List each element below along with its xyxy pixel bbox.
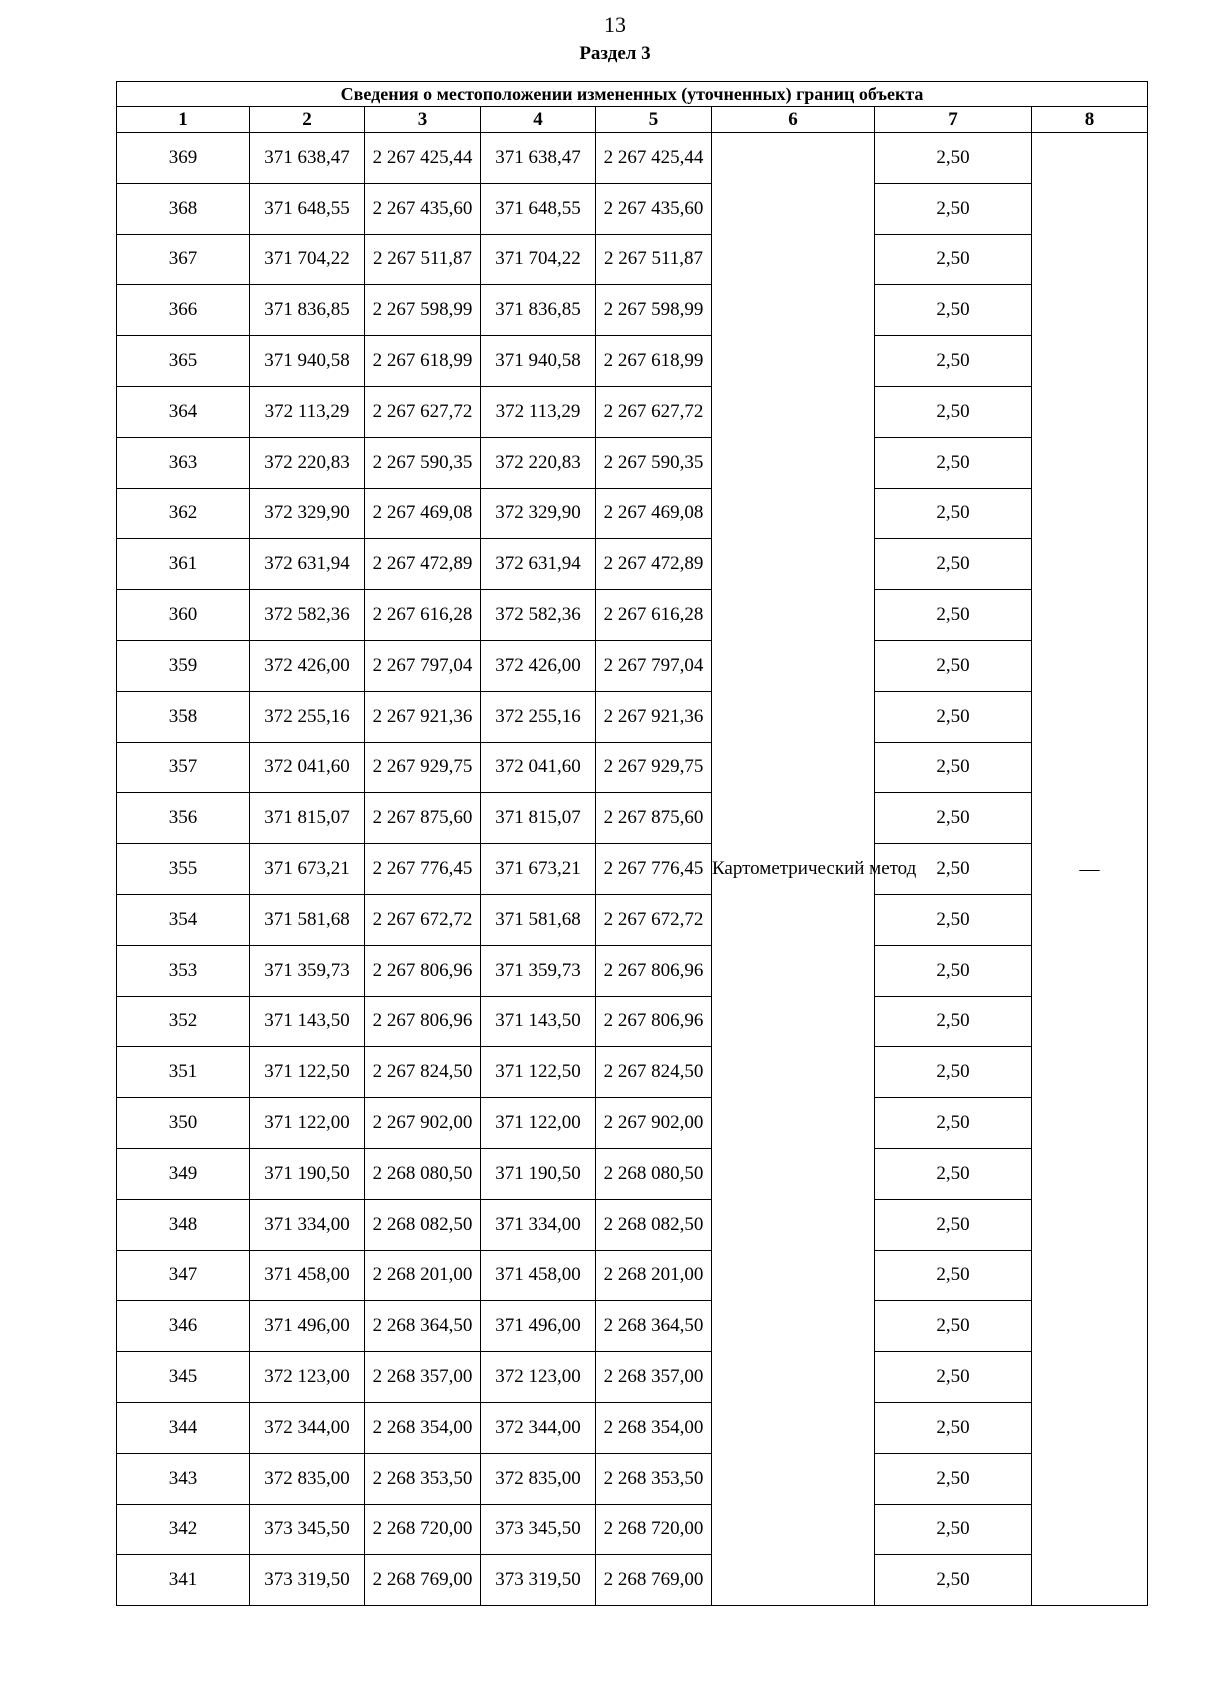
table-row xyxy=(117,336,1148,387)
accuracy-cell: 2,50 xyxy=(875,1047,1032,1098)
refined-x-cell: 371 581,68 xyxy=(481,894,596,945)
existing-y-cell: 2 268 364,50 xyxy=(365,1301,481,1352)
table-row xyxy=(117,1301,1148,1352)
table-row xyxy=(117,183,1148,234)
accuracy-cell: 2,50 xyxy=(875,996,1032,1047)
accuracy-cell: 2,50 xyxy=(875,234,1032,285)
existing-y-cell: 2 267 672,72 xyxy=(365,894,481,945)
refined-y-cell: 2 267 472,89 xyxy=(596,539,712,590)
accuracy-cell: 2,50 xyxy=(875,691,1032,742)
refined-y-cell: 2 268 082,50 xyxy=(596,1199,712,1250)
existing-y-cell: 2 267 875,60 xyxy=(365,793,481,844)
column-number-8: 8 xyxy=(1032,107,1148,133)
refined-y-cell: 2 267 618,99 xyxy=(596,336,712,387)
existing-y-cell: 2 268 357,00 xyxy=(365,1352,481,1403)
existing-x-cell: 371 836,85 xyxy=(250,285,365,336)
table-row xyxy=(117,1504,1148,1555)
refined-x-cell: 371 940,58 xyxy=(481,336,596,387)
existing-y-cell: 2 267 797,04 xyxy=(365,640,481,691)
refined-x-cell: 371 638,47 xyxy=(481,133,596,184)
refined-x-cell: 372 255,16 xyxy=(481,691,596,742)
point-number-cell: 360 xyxy=(117,590,250,641)
accuracy-cell: 2,50 xyxy=(875,1504,1032,1555)
section-title: Раздел 3 xyxy=(579,43,651,64)
refined-y-cell: 2 267 511,87 xyxy=(596,234,712,285)
accuracy-cell: 2,50 xyxy=(875,1301,1032,1352)
point-number-cell: 341 xyxy=(117,1555,250,1606)
existing-x-cell: 372 835,00 xyxy=(250,1453,365,1504)
table-row xyxy=(117,488,1148,539)
refined-x-cell: 372 631,94 xyxy=(481,539,596,590)
refined-x-cell: 371 496,00 xyxy=(481,1301,596,1352)
existing-x-cell: 372 123,00 xyxy=(250,1352,365,1403)
table-row xyxy=(117,1402,1148,1453)
point-number-cell: 364 xyxy=(117,386,250,437)
refined-x-cell: 372 344,00 xyxy=(481,1402,596,1453)
point-number-cell: 350 xyxy=(117,1098,250,1149)
existing-y-cell: 2 268 353,50 xyxy=(365,1453,481,1504)
accuracy-cell: 2,50 xyxy=(875,1098,1032,1149)
method-cell: Картометрический метод xyxy=(712,133,875,1606)
refined-x-cell: 372 835,00 xyxy=(481,1453,596,1504)
refined-x-cell: 373 319,50 xyxy=(481,1555,596,1606)
refined-y-cell: 2 268 357,00 xyxy=(596,1352,712,1403)
refined-y-cell: 2 267 806,96 xyxy=(596,996,712,1047)
accuracy-cell: 2,50 xyxy=(875,1250,1032,1301)
refined-y-cell: 2 268 080,50 xyxy=(596,1148,712,1199)
existing-y-cell: 2 267 618,99 xyxy=(365,336,481,387)
table-row xyxy=(117,894,1148,945)
existing-x-cell: 372 255,16 xyxy=(250,691,365,742)
existing-y-cell: 2 267 590,35 xyxy=(365,437,481,488)
point-number-cell: 343 xyxy=(117,1453,250,1504)
refined-x-cell: 372 220,83 xyxy=(481,437,596,488)
table-row xyxy=(117,1352,1148,1403)
refined-x-cell: 372 329,90 xyxy=(481,488,596,539)
point-number-cell: 366 xyxy=(117,285,250,336)
point-number-cell: 344 xyxy=(117,1402,250,1453)
existing-y-cell: 2 267 921,36 xyxy=(365,691,481,742)
accuracy-cell: 2,50 xyxy=(875,133,1032,184)
existing-x-cell: 371 815,07 xyxy=(250,793,365,844)
existing-x-cell: 371 648,55 xyxy=(250,183,365,234)
existing-x-cell: 372 220,83 xyxy=(250,437,365,488)
existing-x-cell: 371 458,00 xyxy=(250,1250,365,1301)
refined-y-cell: 2 267 806,96 xyxy=(596,945,712,996)
refined-x-cell: 371 122,50 xyxy=(481,1047,596,1098)
existing-y-cell: 2 267 469,08 xyxy=(365,488,481,539)
existing-y-cell: 2 267 435,60 xyxy=(365,183,481,234)
existing-x-cell: 372 344,00 xyxy=(250,1402,365,1453)
refined-y-cell: 2 268 364,50 xyxy=(596,1301,712,1352)
accuracy-cell: 2,50 xyxy=(875,1402,1032,1453)
existing-x-cell: 372 582,36 xyxy=(250,590,365,641)
accuracy-cell: 2,50 xyxy=(875,1453,1032,1504)
existing-x-cell: 372 329,90 xyxy=(250,488,365,539)
accuracy-cell: 2,50 xyxy=(875,793,1032,844)
point-number-cell: 346 xyxy=(117,1301,250,1352)
column-number-row xyxy=(117,107,1148,133)
existing-y-cell: 2 268 720,00 xyxy=(365,1504,481,1555)
refined-y-cell: 2 267 929,75 xyxy=(596,742,712,793)
refined-x-cell: 371 815,07 xyxy=(481,793,596,844)
existing-x-cell: 372 041,60 xyxy=(250,742,365,793)
table-row xyxy=(117,386,1148,437)
point-number-cell: 367 xyxy=(117,234,250,285)
refined-y-cell: 2 267 875,60 xyxy=(596,793,712,844)
point-number-cell: 368 xyxy=(117,183,250,234)
refined-y-cell: 2 267 435,60 xyxy=(596,183,712,234)
refined-y-cell: 2 267 598,99 xyxy=(596,285,712,336)
point-number-cell: 365 xyxy=(117,336,250,387)
table-row xyxy=(117,1047,1148,1098)
existing-y-cell: 2 267 929,75 xyxy=(365,742,481,793)
refined-y-cell: 2 267 921,36 xyxy=(596,691,712,742)
table-row xyxy=(117,640,1148,691)
existing-x-cell: 371 940,58 xyxy=(250,336,365,387)
existing-x-cell: 372 631,94 xyxy=(250,539,365,590)
column-number-7: 7 xyxy=(875,107,1032,133)
existing-x-cell: 371 143,50 xyxy=(250,996,365,1047)
existing-y-cell: 2 267 598,99 xyxy=(365,285,481,336)
accuracy-cell: 2,50 xyxy=(875,1555,1032,1606)
refined-x-cell: 371 673,21 xyxy=(481,844,596,895)
existing-y-cell: 2 268 354,00 xyxy=(365,1402,481,1453)
refined-y-cell: 2 267 672,72 xyxy=(596,894,712,945)
existing-y-cell: 2 267 824,50 xyxy=(365,1047,481,1098)
existing-y-cell: 2 268 082,50 xyxy=(365,1199,481,1250)
existing-y-cell: 2 267 616,28 xyxy=(365,590,481,641)
refined-y-cell: 2 267 824,50 xyxy=(596,1047,712,1098)
table-row xyxy=(117,945,1148,996)
point-number-cell: 353 xyxy=(117,945,250,996)
accuracy-cell: 2,50 xyxy=(875,336,1032,387)
refined-y-cell: 2 268 201,00 xyxy=(596,1250,712,1301)
existing-y-cell: 2 267 902,00 xyxy=(365,1098,481,1149)
refined-y-cell: 2 267 797,04 xyxy=(596,640,712,691)
refined-x-cell: 372 582,36 xyxy=(481,590,596,641)
existing-x-cell: 373 319,50 xyxy=(250,1555,365,1606)
existing-x-cell: 371 190,50 xyxy=(250,1148,365,1199)
point-number-cell: 354 xyxy=(117,894,250,945)
accuracy-cell: 2,50 xyxy=(875,183,1032,234)
table-row xyxy=(117,844,1148,895)
existing-y-cell: 2 267 511,87 xyxy=(365,234,481,285)
point-number-cell: 348 xyxy=(117,1199,250,1250)
existing-x-cell: 371 638,47 xyxy=(250,133,365,184)
accuracy-cell: 2,50 xyxy=(875,894,1032,945)
table-row xyxy=(117,1453,1148,1504)
existing-y-cell: 2 267 627,72 xyxy=(365,386,481,437)
existing-y-cell: 2 268 769,00 xyxy=(365,1555,481,1606)
refined-x-cell: 371 648,55 xyxy=(481,183,596,234)
existing-y-cell: 2 267 806,96 xyxy=(365,945,481,996)
existing-y-cell: 2 267 472,89 xyxy=(365,539,481,590)
refined-y-cell: 2 267 590,35 xyxy=(596,437,712,488)
refined-x-cell: 371 190,50 xyxy=(481,1148,596,1199)
accuracy-cell: 2,50 xyxy=(875,1199,1032,1250)
existing-x-cell: 372 113,29 xyxy=(250,386,365,437)
table-row xyxy=(117,793,1148,844)
point-number-cell: 351 xyxy=(117,1047,250,1098)
accuracy-cell: 2,50 xyxy=(875,742,1032,793)
point-number-cell: 347 xyxy=(117,1250,250,1301)
point-number-cell: 362 xyxy=(117,488,250,539)
existing-x-cell: 371 122,00 xyxy=(250,1098,365,1149)
existing-x-cell: 371 496,00 xyxy=(250,1301,365,1352)
refined-y-cell: 2 267 469,08 xyxy=(596,488,712,539)
existing-x-cell: 373 345,50 xyxy=(250,1504,365,1555)
point-number-cell: 357 xyxy=(117,742,250,793)
existing-y-cell: 2 267 425,44 xyxy=(365,133,481,184)
existing-x-cell: 371 122,50 xyxy=(250,1047,365,1098)
point-number-cell: 369 xyxy=(117,133,250,184)
refined-x-cell: 372 426,00 xyxy=(481,640,596,691)
accuracy-cell: 2,50 xyxy=(875,285,1032,336)
table-body xyxy=(117,133,1148,1606)
table-row xyxy=(117,1199,1148,1250)
table-row xyxy=(117,1098,1148,1149)
existing-x-cell: 372 426,00 xyxy=(250,640,365,691)
refined-y-cell: 2 268 769,00 xyxy=(596,1555,712,1606)
table-row xyxy=(117,133,1148,184)
page-number: 13 xyxy=(604,12,626,37)
table-row xyxy=(117,996,1148,1047)
accuracy-cell: 2,50 xyxy=(875,1352,1032,1403)
table-row xyxy=(117,691,1148,742)
note-cell: — xyxy=(1032,133,1148,1606)
column-number-3: 3 xyxy=(365,107,481,133)
refined-x-cell: 371 334,00 xyxy=(481,1199,596,1250)
accuracy-cell: 2,50 xyxy=(875,590,1032,641)
refined-y-cell: 2 267 902,00 xyxy=(596,1098,712,1149)
column-number-5: 5 xyxy=(596,107,712,133)
table-caption: Сведения о местоположении измененных (уточненных) границ объекта xyxy=(117,82,1148,107)
existing-x-cell: 371 334,00 xyxy=(250,1199,365,1250)
point-number-cell: 349 xyxy=(117,1148,250,1199)
refined-x-cell: 371 458,00 xyxy=(481,1250,596,1301)
column-number-1: 1 xyxy=(117,107,250,133)
table-row xyxy=(117,1555,1148,1606)
refined-x-cell: 372 041,60 xyxy=(481,742,596,793)
point-number-cell: 361 xyxy=(117,539,250,590)
refined-y-cell: 2 267 616,28 xyxy=(596,590,712,641)
accuracy-cell: 2,50 xyxy=(875,945,1032,996)
refined-y-cell: 2 267 425,44 xyxy=(596,133,712,184)
column-number-4: 4 xyxy=(481,107,596,133)
refined-x-cell: 371 143,50 xyxy=(481,996,596,1047)
refined-y-cell: 2 268 353,50 xyxy=(596,1453,712,1504)
existing-x-cell: 371 359,73 xyxy=(250,945,365,996)
table-row xyxy=(117,285,1148,336)
table-row xyxy=(117,1148,1148,1199)
refined-x-cell: 371 122,00 xyxy=(481,1098,596,1149)
refined-x-cell: 371 359,73 xyxy=(481,945,596,996)
refined-x-cell: 371 704,22 xyxy=(481,234,596,285)
accuracy-cell: 2,50 xyxy=(875,437,1032,488)
table-row xyxy=(117,590,1148,641)
column-number-2: 2 xyxy=(250,107,365,133)
refined-x-cell: 372 123,00 xyxy=(481,1352,596,1403)
existing-x-cell: 371 581,68 xyxy=(250,894,365,945)
accuracy-cell: 2,50 xyxy=(875,488,1032,539)
accuracy-cell: 2,50 xyxy=(875,844,1032,895)
refined-y-cell: 2 268 720,00 xyxy=(596,1504,712,1555)
refined-y-cell: 2 268 354,00 xyxy=(596,1402,712,1453)
refined-y-cell: 2 267 776,45 xyxy=(596,844,712,895)
boundary-coordinates-table xyxy=(116,81,1148,1606)
point-number-cell: 358 xyxy=(117,691,250,742)
accuracy-cell: 2,50 xyxy=(875,386,1032,437)
table-row xyxy=(117,539,1148,590)
point-number-cell: 359 xyxy=(117,640,250,691)
existing-y-cell: 2 267 806,96 xyxy=(365,996,481,1047)
table-row xyxy=(117,437,1148,488)
point-number-cell: 355 xyxy=(117,844,250,895)
existing-y-cell: 2 267 776,45 xyxy=(365,844,481,895)
existing-y-cell: 2 268 080,50 xyxy=(365,1148,481,1199)
point-number-cell: 342 xyxy=(117,1504,250,1555)
column-number-6: 6 xyxy=(712,107,875,133)
table-row xyxy=(117,742,1148,793)
existing-y-cell: 2 268 201,00 xyxy=(365,1250,481,1301)
point-number-cell: 345 xyxy=(117,1352,250,1403)
existing-x-cell: 371 673,21 xyxy=(250,844,365,895)
refined-y-cell: 2 267 627,72 xyxy=(596,386,712,437)
accuracy-cell: 2,50 xyxy=(875,640,1032,691)
accuracy-cell: 2,50 xyxy=(875,1148,1032,1199)
refined-x-cell: 371 836,85 xyxy=(481,285,596,336)
point-number-cell: 352 xyxy=(117,996,250,1047)
accuracy-cell: 2,50 xyxy=(875,539,1032,590)
refined-x-cell: 372 113,29 xyxy=(481,386,596,437)
table-row xyxy=(117,1250,1148,1301)
table-row xyxy=(117,234,1148,285)
existing-x-cell: 371 704,22 xyxy=(250,234,365,285)
refined-x-cell: 373 345,50 xyxy=(481,1504,596,1555)
point-number-cell: 363 xyxy=(117,437,250,488)
point-number-cell: 356 xyxy=(117,793,250,844)
